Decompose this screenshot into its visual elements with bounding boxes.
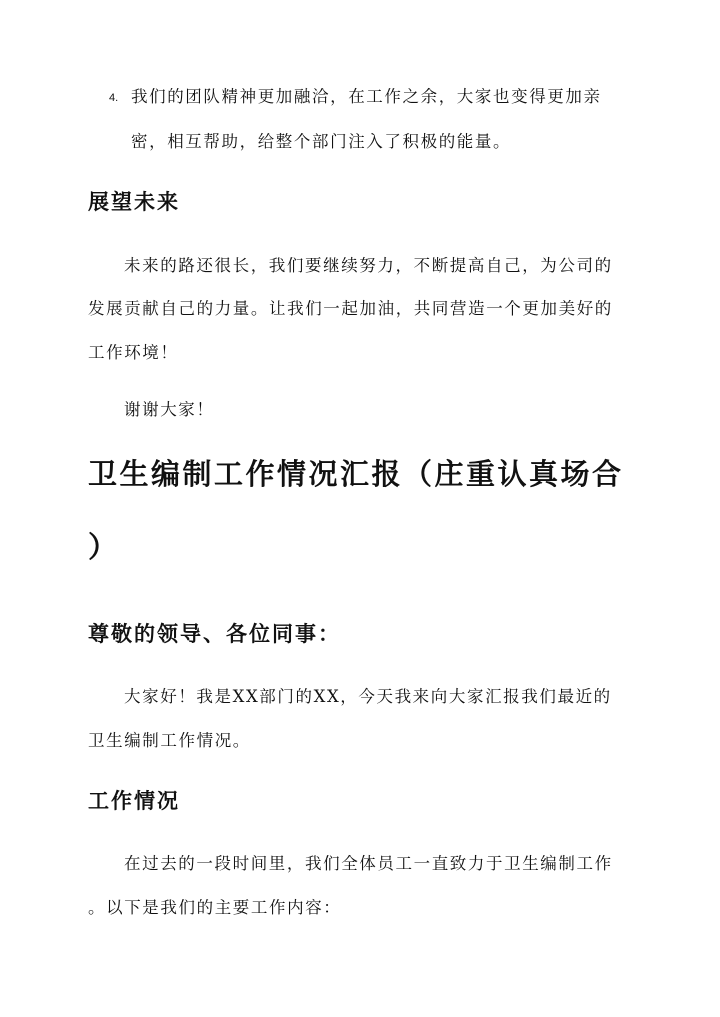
paragraph-line: 工作环境！ bbox=[88, 343, 179, 362]
document-title: 卫生编制工作情况汇报（庄重认真场合 bbox=[88, 457, 624, 491]
paragraph-line: 。以下是我们的主要工作内容： bbox=[88, 898, 342, 917]
list-number: 4. bbox=[109, 92, 119, 104]
paragraph-line: 发展贡献自己的力量。让我们一起加油，共同营造一个更加美好的 bbox=[88, 299, 613, 318]
greeting-heading: 尊敬的领导、各位同事： bbox=[88, 621, 341, 646]
document-title-continuation: ） bbox=[88, 530, 120, 564]
section-heading-work-status: 工作情况 bbox=[88, 788, 180, 813]
list-item-text-line: 密，相互帮助，给整个部门注入了积极的能量。 bbox=[131, 132, 512, 151]
section-heading-outlook: 展望未来 bbox=[88, 189, 180, 214]
thanks-text: 谢谢大家！ bbox=[124, 400, 215, 419]
paragraph-line: 未来的路还很长，我们要继续努力，不断提高自己，为公司的 bbox=[124, 256, 613, 275]
paragraph-line: 大家好！我是XX部门的XX，今天我来向大家汇报我们最近的 bbox=[124, 687, 612, 706]
paragraph-line: 在过去的一段时间里，我们全体员工一直致力于卫生编制工作 bbox=[124, 854, 613, 873]
list-item-text-line: 我们的团队精神更加融洽，在工作之余，大家也变得更加亲 bbox=[131, 87, 602, 106]
paragraph-line: 卫生编制工作情况。 bbox=[88, 731, 251, 750]
